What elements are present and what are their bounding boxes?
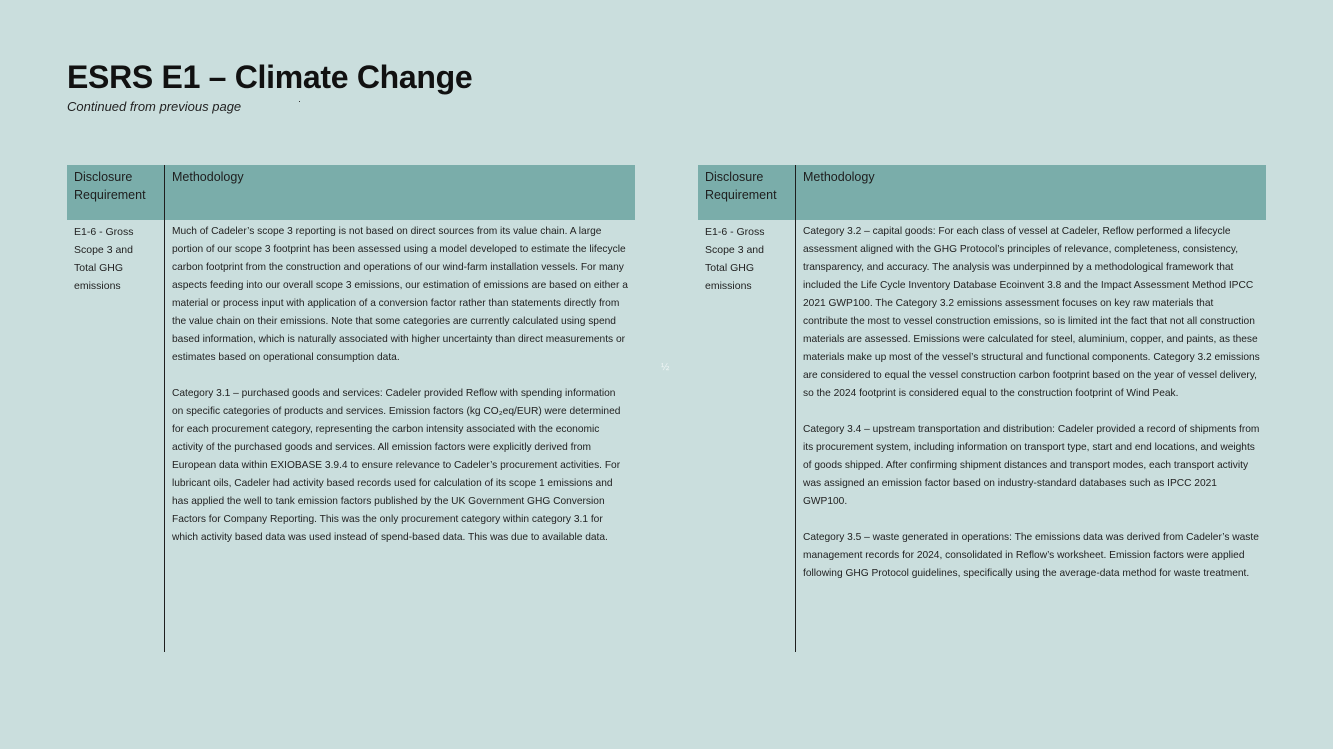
table-header (698, 165, 1266, 220)
methodology-table-left (67, 165, 635, 652)
methodology-paragraph: Category 3.4 – upstream transportation and distribution: Cadeler provided a record of shipments from its procurement system, including information on transport type, start and end locations, and weights of goods shipped. After confirming shipment distances and transport modes, each transport activity was assigned an emission factor based on industry-standard databases such as IPCC 2021 GWP100. (803, 424, 1260, 507)
methodology-table-right (698, 165, 1266, 652)
column-header-methodology: Methodology (803, 170, 875, 184)
disclosure-requirement-cell: E1-6 - Gross Scope 3 and Total GHG emissions (698, 220, 796, 652)
methodology-paragraph: Category 3.1 – purchased goods and services: Cadeler provided Reflow with spending information on specific categories of products and services. Emission factors (kg CO₂eq/EUR) were determined for each procurement category, representing the carbon intensity associated with the economic activity of the purchased goods and services. All emission factors were explicitly derived from European data within EXIOBASE 3.9.4 to ensure relevance to Cadeler’s procurement activities. For lubricant oils, Cadeler had activity based records used for calculation of its scope 1 emissions and has applied the well to tank emission factors published by the UK Government GHG Conversion Factors for Company Reporting. This was the only procurement category within category 3.1 for which activity based data was used instead of spend-based data. This was due to available data. (172, 388, 621, 543)
table-row (67, 220, 635, 652)
methodology-paragraph: Much of Cadeler’s scope 3 reporting is not based on direct sources from its value chain. A large portion of our scope 3 footprint has been assessed using a model developed to estimate the lifecycle carbon footprint from the construction and operations of our wind-farm installation vessels. For many aspects feeding into our overall scope 3 emissions, our estimation of emissions are based on either a material or process input with application of a conversion factor rather than statements directly from the value chain on their emissions. Note that some categories are currently calculated using spend based information, which is naturally associated with higher uncertainty than direct measurements or estimates based on operational consumption data. (172, 226, 628, 363)
table-row (698, 220, 1266, 652)
column-header-methodology: Methodology (172, 170, 244, 184)
methodology-cell (165, 220, 635, 652)
methodology-paragraph: Category 3.2 – capital goods: For each class of vessel at Cadeler, Reflow performed a lifecycle assessment aligned with the GHG Protocol’s principles of relevance, completeness, consistency, transparency, and accuracy. The analysis was underpinned by a methodological framework that included the Life Cycle Inventory Database Ecoinvent 3.8 and the Impact Assessment Method IPCC 2021 GWP100. The Category 3.2 emissions assessment focuses on key raw materials that contribute the most to vessel construction emissions, so is limited int the fact that not all construction materials are assessed. Emissions were calculated for steel, aluminium, copper, and paints, as these materials make up most of the vessel’s structural and functional components. Category 3.2 emissions are considered to equal the vessel construction carbon footprint based on the year of vessel delivery, so the 2024 footprint is considered equal to the construction footprint of Wind Peak. (803, 226, 1260, 399)
column-header-disclosure-requirement: Disclosure Requirement (67, 165, 165, 220)
page-title: ESRS E1 – Climate Change (67, 59, 473, 95)
methodology-cell (796, 220, 1266, 652)
page-subtitle: Continued from previous page (67, 99, 242, 114)
column-header-disclosure-requirement: Disclosure Requirement (698, 165, 796, 220)
methodology-paragraph: Category 3.5 – waste generated in operations: The emissions data was derived from Cadeler’s waste management records for 2024, consolidated in Reflow’s worksheet. Emission factors were applied following GHG Protocol guidelines, specifically using the average-data method for waste treatment. (803, 532, 1259, 579)
table-header (67, 165, 635, 220)
disclosure-requirement-cell: E1-6 - Gross Scope 3 and Total GHG emissions (67, 220, 165, 652)
page-marker: ½ (661, 362, 670, 373)
decorative-dot (299, 101, 300, 102)
